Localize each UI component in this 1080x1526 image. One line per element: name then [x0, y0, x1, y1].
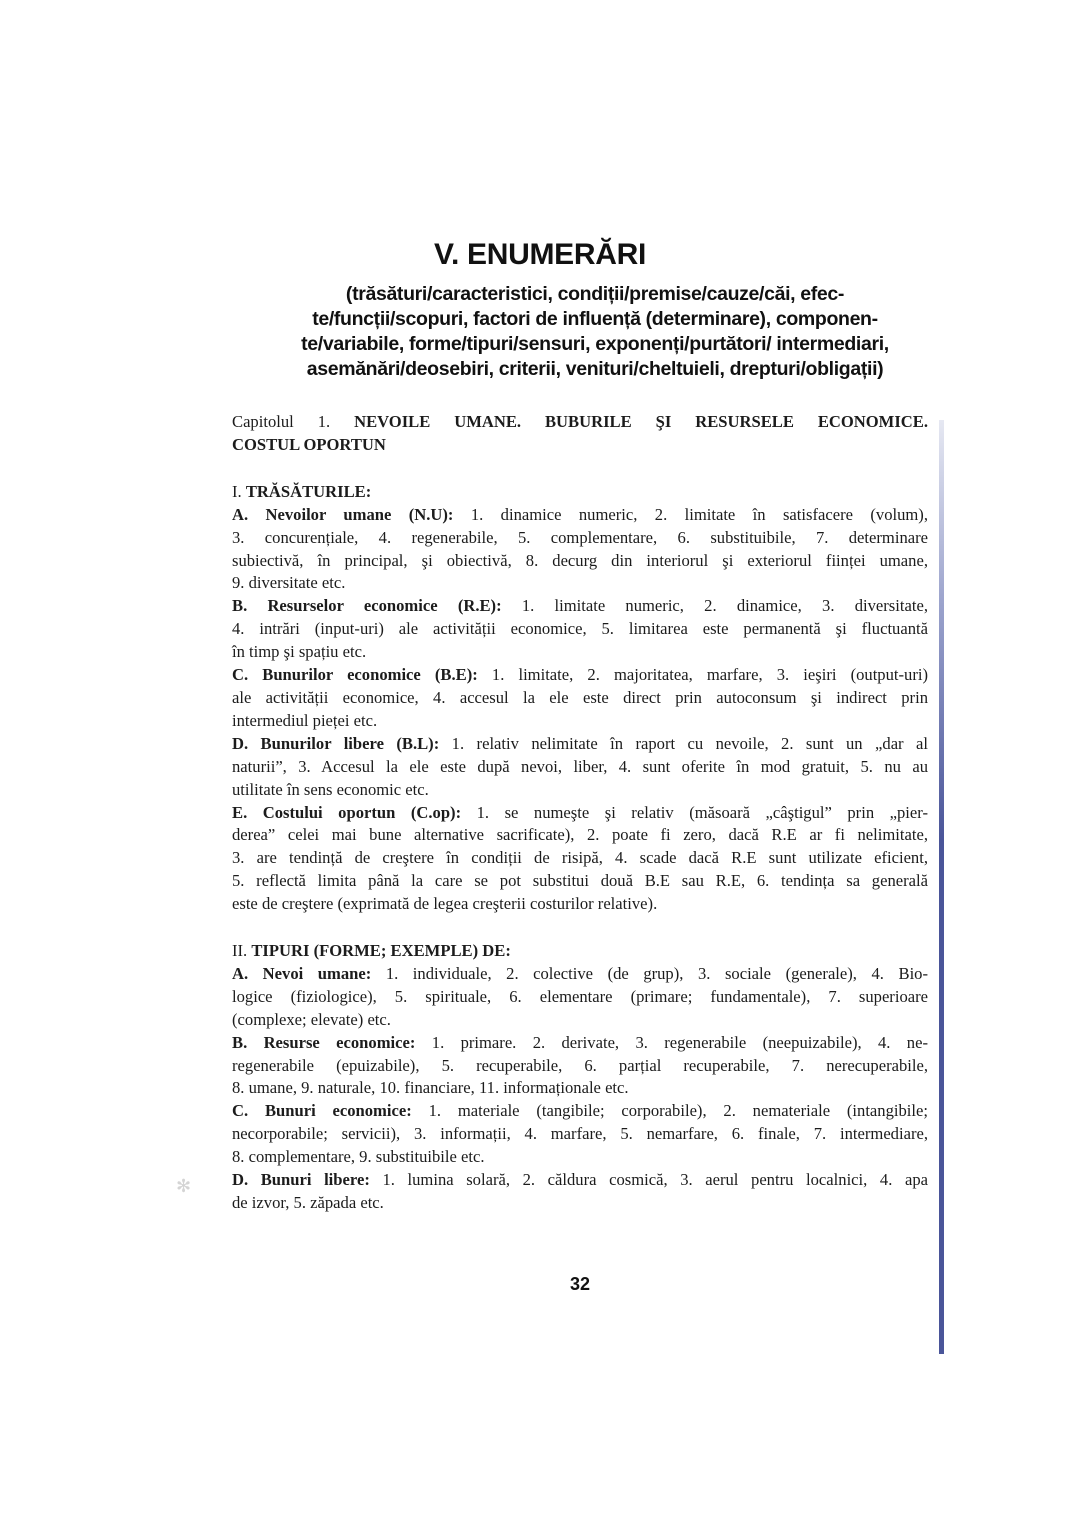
line-text: de izvor, 5. zăpada etc. — [232, 1193, 384, 1212]
paragraph-label: B. Resurse economice: — [232, 1032, 416, 1052]
line-text: necorporabile; servicii), 3. informații, 4. marfare, 5. nemarfare, 6. finale, 7. intermediare, — [232, 1124, 928, 1144]
text-line — [232, 1169, 928, 1192]
text-line — [232, 641, 928, 664]
line-text: 1. individuale, 2. colective (de grup), 3. sociale (generale), 4. Bio- — [385, 963, 928, 983]
section-subtitle — [200, 282, 990, 382]
line-text: 1. relativ nelimitate în raport cu nevoile, 2. sunt un „dar al — [451, 733, 928, 753]
line-text: subiectivă, în principal, şi obiectivă, 8. decurg din interiorul şi exteriorul ființei umane, — [232, 550, 928, 570]
line-text: 1. limitate numeric, 2. dinamice, 3. diversitate, — [521, 596, 928, 616]
paragraph-label: C. Bunurilor economice (B.E): — [232, 665, 478, 685]
paragraph-prefix: I. — [232, 481, 242, 501]
line-text: 9. diversitate etc. — [232, 573, 346, 593]
subtitle-line: asemănări/deosebiri, criterii, venituri/cheltuieli, drepturi/obligații) — [306, 358, 884, 380]
paragraph — [232, 940, 928, 963]
line-text: logice (fiziologice), 5. spirituale, 6. elementare (primare; fundamentale), 7. superioare — [232, 986, 928, 1006]
paragraph-label: TIPURI (FORME; EXEMPLE) DE: — [251, 941, 511, 961]
line-text: 1. primare. 2. derivate, 3. regenerabile (neepuizabile), 4. ne- — [431, 1032, 928, 1052]
text-line — [232, 434, 928, 457]
line-text: 8. umane, 9. naturale, 10. financiare, 11. informaționale etc. — [232, 1078, 629, 1098]
text-line — [232, 802, 928, 825]
line-text: 1. materiale (tangibile; corporabile), 2. nemateriale (intangibile; — [428, 1101, 928, 1121]
line-text: utilitate în sens economic etc. — [232, 779, 429, 799]
text-line — [232, 618, 928, 641]
text-line — [232, 687, 928, 710]
text-line — [232, 595, 928, 618]
section-title: V. ENUMERĂRI — [434, 238, 646, 271]
paragraph — [232, 411, 928, 457]
text-line — [232, 847, 928, 870]
text-line — [232, 756, 928, 779]
line-text: 4. intrări (input-uri) ale activității economice, 5. limitarea este permanentă şi fluctuantă — [232, 619, 928, 639]
paragraph — [232, 963, 928, 1032]
line-text: (complexe; elevate) etc. — [232, 1009, 391, 1029]
paragraph — [232, 1032, 928, 1101]
line-text: 1. se numeşte şi relativ (măsoară „câştigul” prin „pier- — [476, 802, 928, 822]
paragraph — [232, 664, 928, 733]
text-line — [232, 824, 928, 847]
text-line — [232, 963, 928, 986]
paragraph-prefix: Capitolul 1. — [232, 412, 331, 431]
page-number: 32 — [569, 1274, 591, 1294]
line-text: este de creştere (exprimată de legea creşterii costurilor relative). — [232, 894, 658, 914]
line-text: 3. concurențiale, 4. regenerabile, 5. complementare, 6. substituibile, 7. determinare — [232, 527, 928, 547]
text-line — [232, 504, 928, 527]
subtitle-line: te/variabile, forme/tipuri/sensuri, exponenți/purtători/ intermediari, — [301, 333, 889, 355]
text-line — [232, 1032, 928, 1055]
paragraph — [232, 1169, 928, 1215]
line-text: 5. reflectă limita până la care se pot substitui două B.E sau R.E, 6. tendința sa generală — [232, 871, 928, 891]
line-text: regenerabile (epuizabile), 5. recuperabile, 6. parțial recuperabile, 7. nerecuperabile, — [232, 1055, 928, 1075]
line-text: 1. limitate, 2. majoritatea, marfare, 3. ieşiri (output-uri) — [491, 665, 928, 685]
text-line — [232, 940, 928, 963]
text-line — [232, 411, 928, 434]
text-line — [232, 572, 928, 595]
line-text: naturii”, 3. Accesul la ele este după nevoi, liber, 4. sunt oferite în mod gratuit, 5. nu au — [232, 756, 928, 776]
paragraph-label: NEVOILE UMANE. BUBURILE ŞI RESURSELE ECONOMICE. — [354, 412, 928, 431]
text-line — [232, 527, 928, 550]
text-line — [232, 1100, 928, 1123]
paragraph — [232, 504, 928, 596]
text-line — [232, 986, 928, 1009]
subtitle-line: te/funcții/scopuri, factori de influență (determinare), componen- — [312, 308, 878, 330]
line-text: intermediul pieței etc. — [232, 710, 378, 730]
text-line — [232, 710, 928, 733]
paragraph — [232, 595, 928, 664]
text-line — [232, 733, 928, 756]
paragraph-label: B. Resurselor economice (R.E): — [232, 596, 502, 616]
text-line — [232, 1123, 928, 1146]
paragraph-label: A. Nevoilor umane (N.U): — [232, 504, 454, 524]
paragraph — [232, 802, 928, 917]
line-text: COSTUL OPORTUN — [232, 434, 386, 454]
text-line — [232, 1055, 928, 1078]
line-text: derea” celei mai bune alternative sacrificate), 2. poate fi zero, dacă R.E ar fi nelimitate, — [232, 825, 928, 845]
document-body — [232, 411, 928, 1215]
paragraph — [232, 481, 928, 504]
text-line — [232, 664, 928, 687]
subtitle-line: (trăsături/caracteristici, condiții/premise/cauze/căi, efec- — [345, 283, 845, 305]
text-line — [232, 893, 928, 916]
text-line — [232, 550, 928, 573]
paragraph — [232, 1100, 928, 1169]
scan-smudge-icon: ✻ — [176, 1176, 192, 1197]
line-text: 1. lumina solară, 2. căldura cosmică, 3. aerul pentru localnici, 4. apa — [382, 1170, 928, 1190]
text-line — [232, 870, 928, 893]
paragraph-label: D. Bunuri libere: — [232, 1170, 370, 1190]
text-line — [232, 1077, 928, 1100]
paragraph-label: C. Bunuri economice: — [232, 1101, 412, 1121]
paragraph-label: D. Bunurilor libere (B.L): — [232, 733, 440, 753]
paragraph-label: TRĂSĂTURILE: — [245, 481, 372, 501]
line-text: ale activității economice, 4. accesul la ele este direct prin autoconsum şi indirect prin — [232, 687, 928, 707]
line-text: 1. dinamice numeric, 2. limitate în satisfacere (volum), — [470, 504, 928, 524]
text-line — [232, 1009, 928, 1032]
paragraph-prefix: II. — [232, 941, 248, 961]
paragraph-label: A. Nevoi umane: — [232, 963, 372, 983]
text-line — [232, 1146, 928, 1169]
paragraph — [232, 733, 928, 802]
line-text: 8. complementare, 9. substituibile etc. — [232, 1147, 485, 1167]
text-line — [232, 481, 928, 504]
page-edge-rule — [939, 420, 944, 1354]
text-line — [232, 1192, 928, 1215]
line-text: 3. are tendință de creştere în condiții de risipă, 4. scade dacă R.E sunt utilizate eficient, — [232, 848, 928, 868]
line-text: în timp şi spațiu etc. — [232, 642, 367, 662]
text-line — [232, 779, 928, 802]
paragraph-label: E. Costului oportun (C.op): — [232, 802, 462, 822]
